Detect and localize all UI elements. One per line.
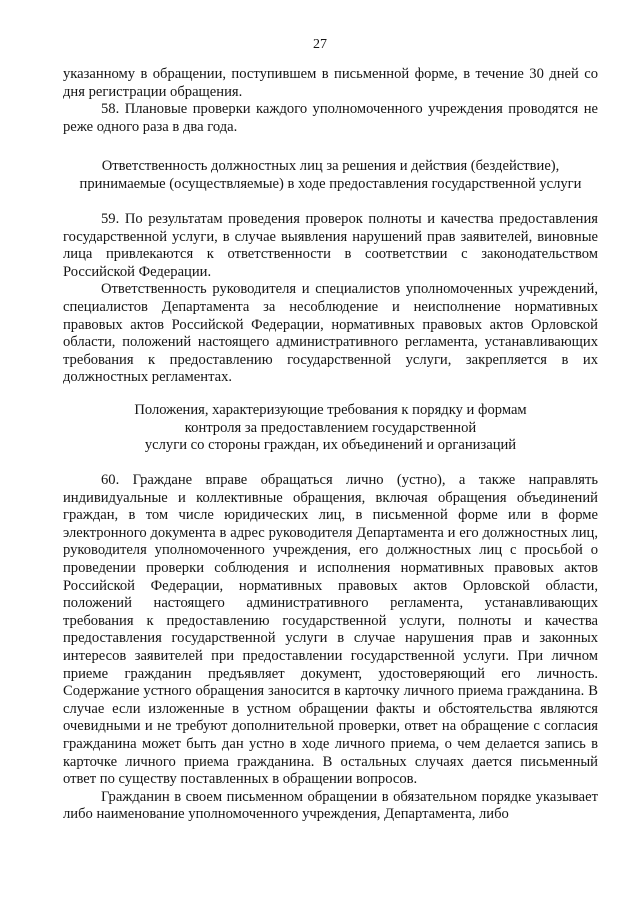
paragraph-58: 58. Плановые проверки каждого уполномоченного учреждения проводятся не реже одного раза в два года. [63,101,598,135]
page-number: 27 [313,37,327,52]
paragraph-continuation: указанному в обращении, поступившем в письменной форме, в течение 30 дней со дня регистрации обращения. [63,66,598,100]
heading-line: контроля за предоставлением государственной [184,419,477,436]
section-block-1 [63,66,598,136]
heading-line: Ответственность должностных лиц за решения и действия (бездействие), [101,158,560,174]
paragraph-59: 59. По результатам проведения проверок полноты и качества предоставления государственной услуги, в случае выявления нарушений прав заявителей, виновные лица привлекаются к ответственности в соответствии с законодательством Российской Федерации. [63,211,598,280]
paragraph-citizen-written: Гражданин в своем письменном обращении в обязательном порядке указывает либо наименование уполномоченного учреждения, Департамента, либо [63,788,598,823]
heading-line: услуги со стороны граждан, их объединений и организаций [144,437,517,454]
heading-line: Положения, характеризующие требования к порядку и формам [134,402,527,418]
paragraph-60: 60. Граждане вправе обращаться лично (устно), а также направлять индивидуальные и коллективные обращения, включая обращения объединений граждан, в том числе юридических лиц, в письменной форме или в форме электронного документа в адрес руководителя Департамента и его должностных лиц, руководителя уполномоченного учреждения, его должностных лиц с просьбой о проведении проверки соблюдения и исполнения нормативных правовых актов Российской Федерации, нормативных правовых актов Орловской области, положений настоящего административного регламента, устанавливающих требования к предоставлению государственной услуги, полноты и качества предоставления государственной услуги в случае нарушения прав и законных интересов заявителей при предоставлении государственной услуги. При личном приеме гражданин предъявляет документ, удостоверяющий его личность. Содержание устного обращения заносится в карточку личного приема гражданина. В случае если изложенные в устном обращении факты и обстоятельства являются очевидными и не требуют дополнительной проверки, ответ на обращение с согласия гражданина может быть дан устно в ходе личного приема, о чем делается запись в карточке личного приема гражданина. В остальных случаях дается письменный ответ по существу поставленных в обращении вопросов. [63,472,598,788]
paragraph-responsibility: Ответственность руководителя и специалистов уполномоченных учреждений, специалистов Департамента за несоблюдение и неисполнение нормативных правовых актов Российской Федерации, нормативных правовых актов Орловской области, положений настоящего административного регламента, устанавливающих требования к предоставлению государственной услуги, закрепляется в их должностных регламентах. [63,281,598,386]
section-block-2 [63,211,598,387]
section-heading-control [63,402,598,455]
heading-line: принимаемые (осуществляемые) в ходе предоставления государственной услуги [79,175,582,192]
section-block-3 [63,472,598,824]
section-heading-responsibility [63,158,598,193]
